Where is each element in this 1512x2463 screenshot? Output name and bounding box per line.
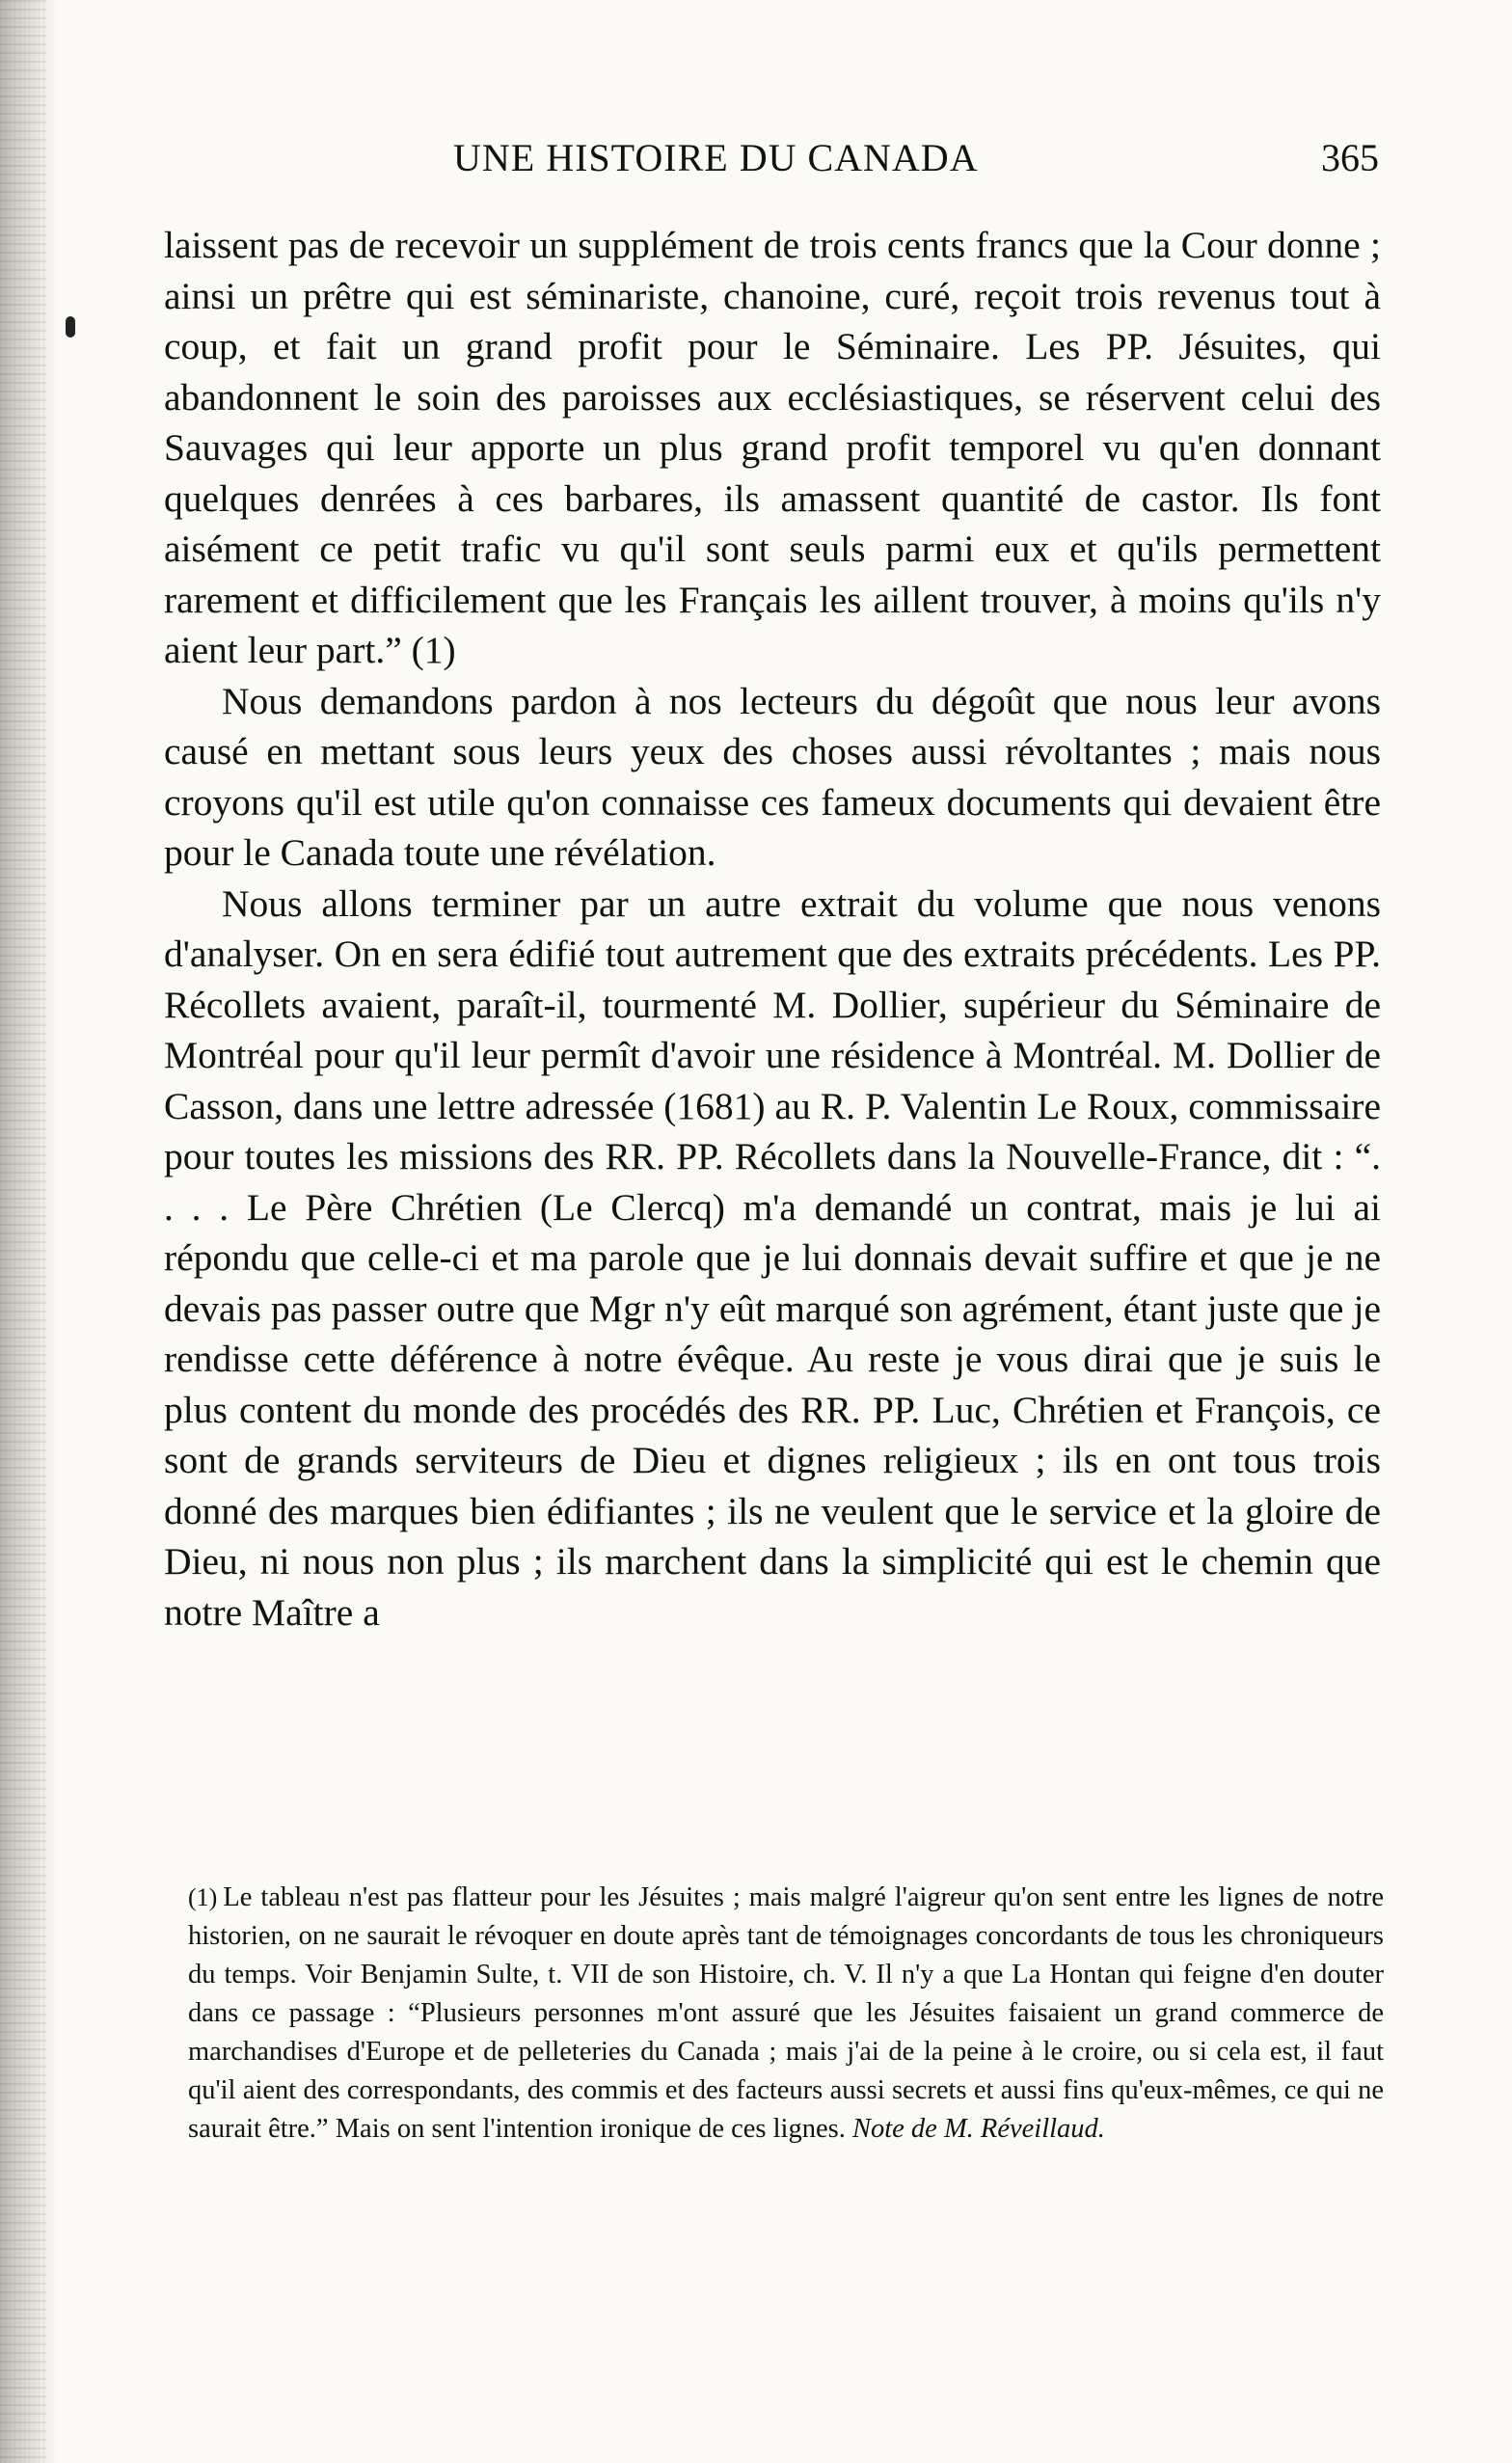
paragraph-2: Nous demandons pardon à nos lecteurs du dégoût que nous leur avons causé en mettant sous leurs yeux des choses aussi révoltantes ; mais nous croyons qu'il est utile qu'on connaisse ces fameux documents qui devaient être pour le Canada toute une révélation. xyxy=(164,679,1381,874)
footnote xyxy=(188,1879,1384,2149)
body-text xyxy=(164,220,1381,1637)
footnote-signature: Note de M. Réveillaud. xyxy=(851,2114,1105,2144)
page-header xyxy=(164,135,1379,193)
footnote-text: Le tableau n'est pas flatteur pour les Jésuites ; mais malgré l'aigreur qu'on sent entre les lignes de notre historien, on ne saurait le révoquer en doute après tant de témoignages concordants de tous les chroniqueurs du temps. Voir Benjamin Sulte, t. VII de son Histoire, ch. V. Il n'y a que La Hontan qui feigne d'en douter dans ce passage : “Plusieurs personnes m'ont assuré que les Jésuites faisaient un grand commerce de marchandises d'Europe et de pelleteries du Canada ; mais j'ai de la peine à le croire, ou si cela est, il faut qu'il aient des correspondants, des commis et des facteurs aussi secrets et aussi fins qu'eux-mêmes, ce qui ne saurait être.” Mais on sent l'intention ironique de ces lignes. xyxy=(188,1882,1384,2144)
gutter-noise xyxy=(0,0,46,2463)
footnote-marker: (1) xyxy=(188,1883,218,1911)
paragraph-1: laissent pas de recevoir un supplément de trois cents francs que la Cour donne ; ainsi un prêtre qui est séminariste, chanoine, curé, reçoit trois revenus tout à coup, et fait un grand profit pour le Séminaire. Les PP. Jésuites, qui abandonnent le soin des paroisses aux ecclésiastiques, se réservent celui des Sauvages qui leur apporte un plus grand profit temporel vu qu'en donnant quelques denrées à ces barbares, ils amassent quantité de castor. Ils font aisément ce petit trafic vu qu'il sont seuls parmi eux et qu'ils permettent rarement et difficilement que les Français les aillent trouver, à moins qu'ils n'y aient leur part.” (1) xyxy=(164,224,1381,671)
running-title: UNE HISTOIRE DU CANADA xyxy=(453,136,979,179)
margin-ink-mark xyxy=(66,316,75,338)
paragraph-3: Nous allons terminer par un autre extrait du volume que nous venons d'analyser. On en sera édifié tout autrement que des extraits précédents. Les PP. Récollets avaient, paraît-il, tourmenté M. Dollier, supérieur du Séminaire de Montréal pour qu'il leur permît d'avoir une résidence à Montréal. M. Dollier de Casson, dans une lettre adressée (1681) au R. P. Valentin Le Roux, commissaire pour toutes les missions des RR. PP. Récollets dans la Nouvelle-France, dit : “. . . . Le Père Chrétien (Le Clercq) m'a demandé un contrat, mais je lui ai répondu que celle-ci et ma parole que je lui donnais devait suffire et que je ne devais pas passer outre que Mgr n'y eût marqué son agrément, étant juste que je rendisse cette déférence à notre évêque. Au reste je vous dirai que je suis le plus content du monde des procédés des RR. PP. Luc, Chrétien et François, ce sont de grands serviteurs de Dieu et dignes religieux ; ils en ont tous trois donné des marques bien édifiantes ; ils ne veulent que le service et la gloire de Dieu, ni nous non plus ; ils marchent dans la simplicité qui est le chemin que notre Maître a xyxy=(164,881,1381,1634)
page-number: 365 xyxy=(1321,136,1379,179)
